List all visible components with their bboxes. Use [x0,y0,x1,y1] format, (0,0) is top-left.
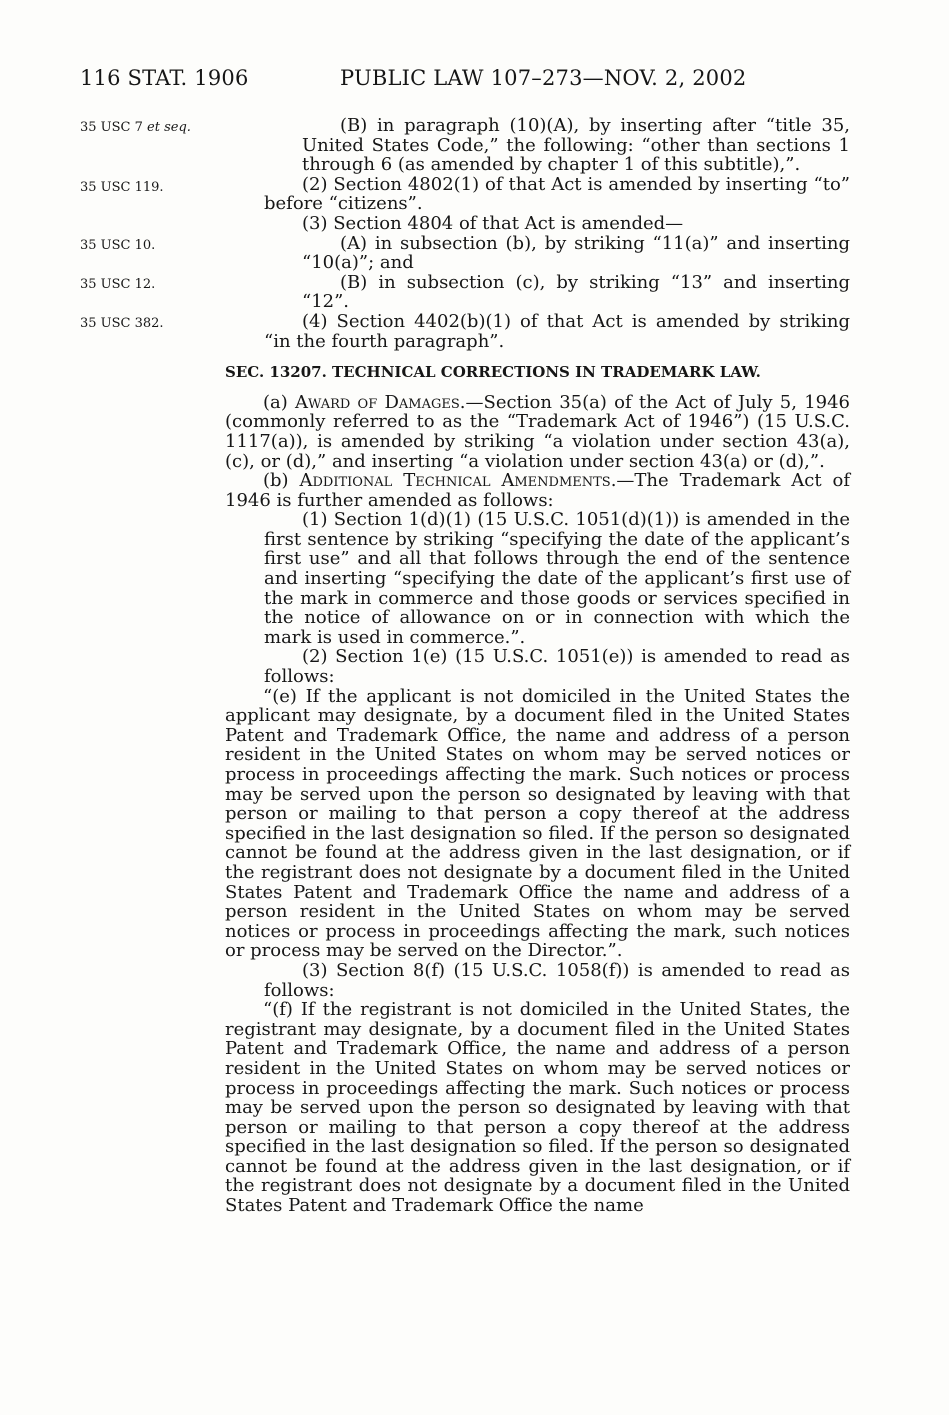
margin-note: 35 USC 10. [80,238,156,253]
paragraph-b1: (1) Section 1(d)(1) (15 U.S.C. 1051(d)(1)) is amended in the first sentence by striking “specifying the date of the applicant’s first use” and all that follows through the end of the sentence and inserting “specifying the date of the applicant’s first use of the mark in commerce and those goods or services specified in the notice of allowance on or in connection with which the mark is used in commerce.”. [264,509,850,648]
paragraph-3b: (B) in subsection (c), by striking “13” and inserting “12”. [302,271,850,313]
paragraph-3: (3) Section 4804 of that Act is amended— [302,212,684,234]
paragraph-b2: (2) Section 1(e) (15 U.S.C. 1051(e)) is amended to read as follows: [264,646,850,688]
margin-note: 35 USC 12. [80,277,156,292]
subsection-b-heading: Additional Technical Amendments [299,470,611,492]
subsection-a-heading: Award of Damages [295,391,460,413]
paragraph-3a: (A) in subsection (b), by striking “11(a)” and inserting “10(a)”; and [302,232,850,274]
page-reference: 116 STAT. 1906 [80,66,249,90]
subsection-b: (b) Additional Technical Amendments.—The Trademark Act of 1946 is further amended as follows: [225,470,850,511]
quoted-subsection-f: “(f) If the registrant is not domiciled in the United States, the registrant may designate, by a document filed in the United States Patent and Trademark Office, the name and address of a person resident in the United States on whom may be served notices or process in proceedings affecting the mark. Such notices or process may be served upon the person so designated by leaving with that person or mailing to that person a copy thereof at the address specified in the last designation so filed. If the person so designated cannot be found at the address given in the last designation, or if the registrant does not designate by a document filed in the United States Patent and Trademark Office the name [225,999,850,1217]
paragraph-b-10a: (B) in paragraph (10)(A), by inserting after “title 35, United States Code,” the following: “other than sections 1 through 6 (as amended by chapter 1 of this subtitle),”. [302,115,850,176]
paragraph-2: (2) Section 4802(1) of that Act is amended by inserting “to” before “citizens”. [264,173,850,215]
margin-note: 35 USC 382. [80,316,164,331]
running-header-title: PUBLIC LAW 107–273—NOV. 2, 2002 [340,66,747,90]
paragraph-4: (4) Section 4402(b)(1) of that Act is amended by striking “in the fourth paragraph”. [264,310,850,352]
margin-note: 35 USC 119. [80,180,164,195]
section-heading: SEC. 13207. TECHNICAL CORRECTIONS IN TRADEMARK LAW. [225,363,761,382]
quoted-subsection-e: “(e) If the applicant is not domiciled in the United States the applicant may designate, by a document filed in the United States Patent and Trademark Office, the name and address of a person resident in the United States on whom may be served notices or process in proceedings affecting the mark. Such notices or process may be served upon the person so designated by leaving with that person or mailing to that person a copy thereof at the address specified in the last designation so filed. If the person so designated cannot be found at the address given in the last designation, or if the registrant does not designate by a document filed in the United States Patent and Trademark Office the name and address of a person resident in the United States on whom may be served notices or process in proceedings affecting the mark, such notices or process may be served on the Director.”. [225,685,850,962]
document-body [225,116,850,1216]
margin-note: 35 USC 7 et seq. [80,120,191,135]
subsection-a: (a) Award of Damages.—Section 35(a) of the Act of July 5, 1946 (commonly referred to as the “Trademark Act of 1946”) (15 U.S.C. 1117(a)), is amended by striking “a violation under section 43(a), (c), or (d),” and inserting “a violation under section 43(a) or (d),”. [225,391,851,472]
paragraph-b3: (3) Section 8(f) (15 U.S.C. 1058(f)) is amended to read as follows: [264,959,850,1001]
